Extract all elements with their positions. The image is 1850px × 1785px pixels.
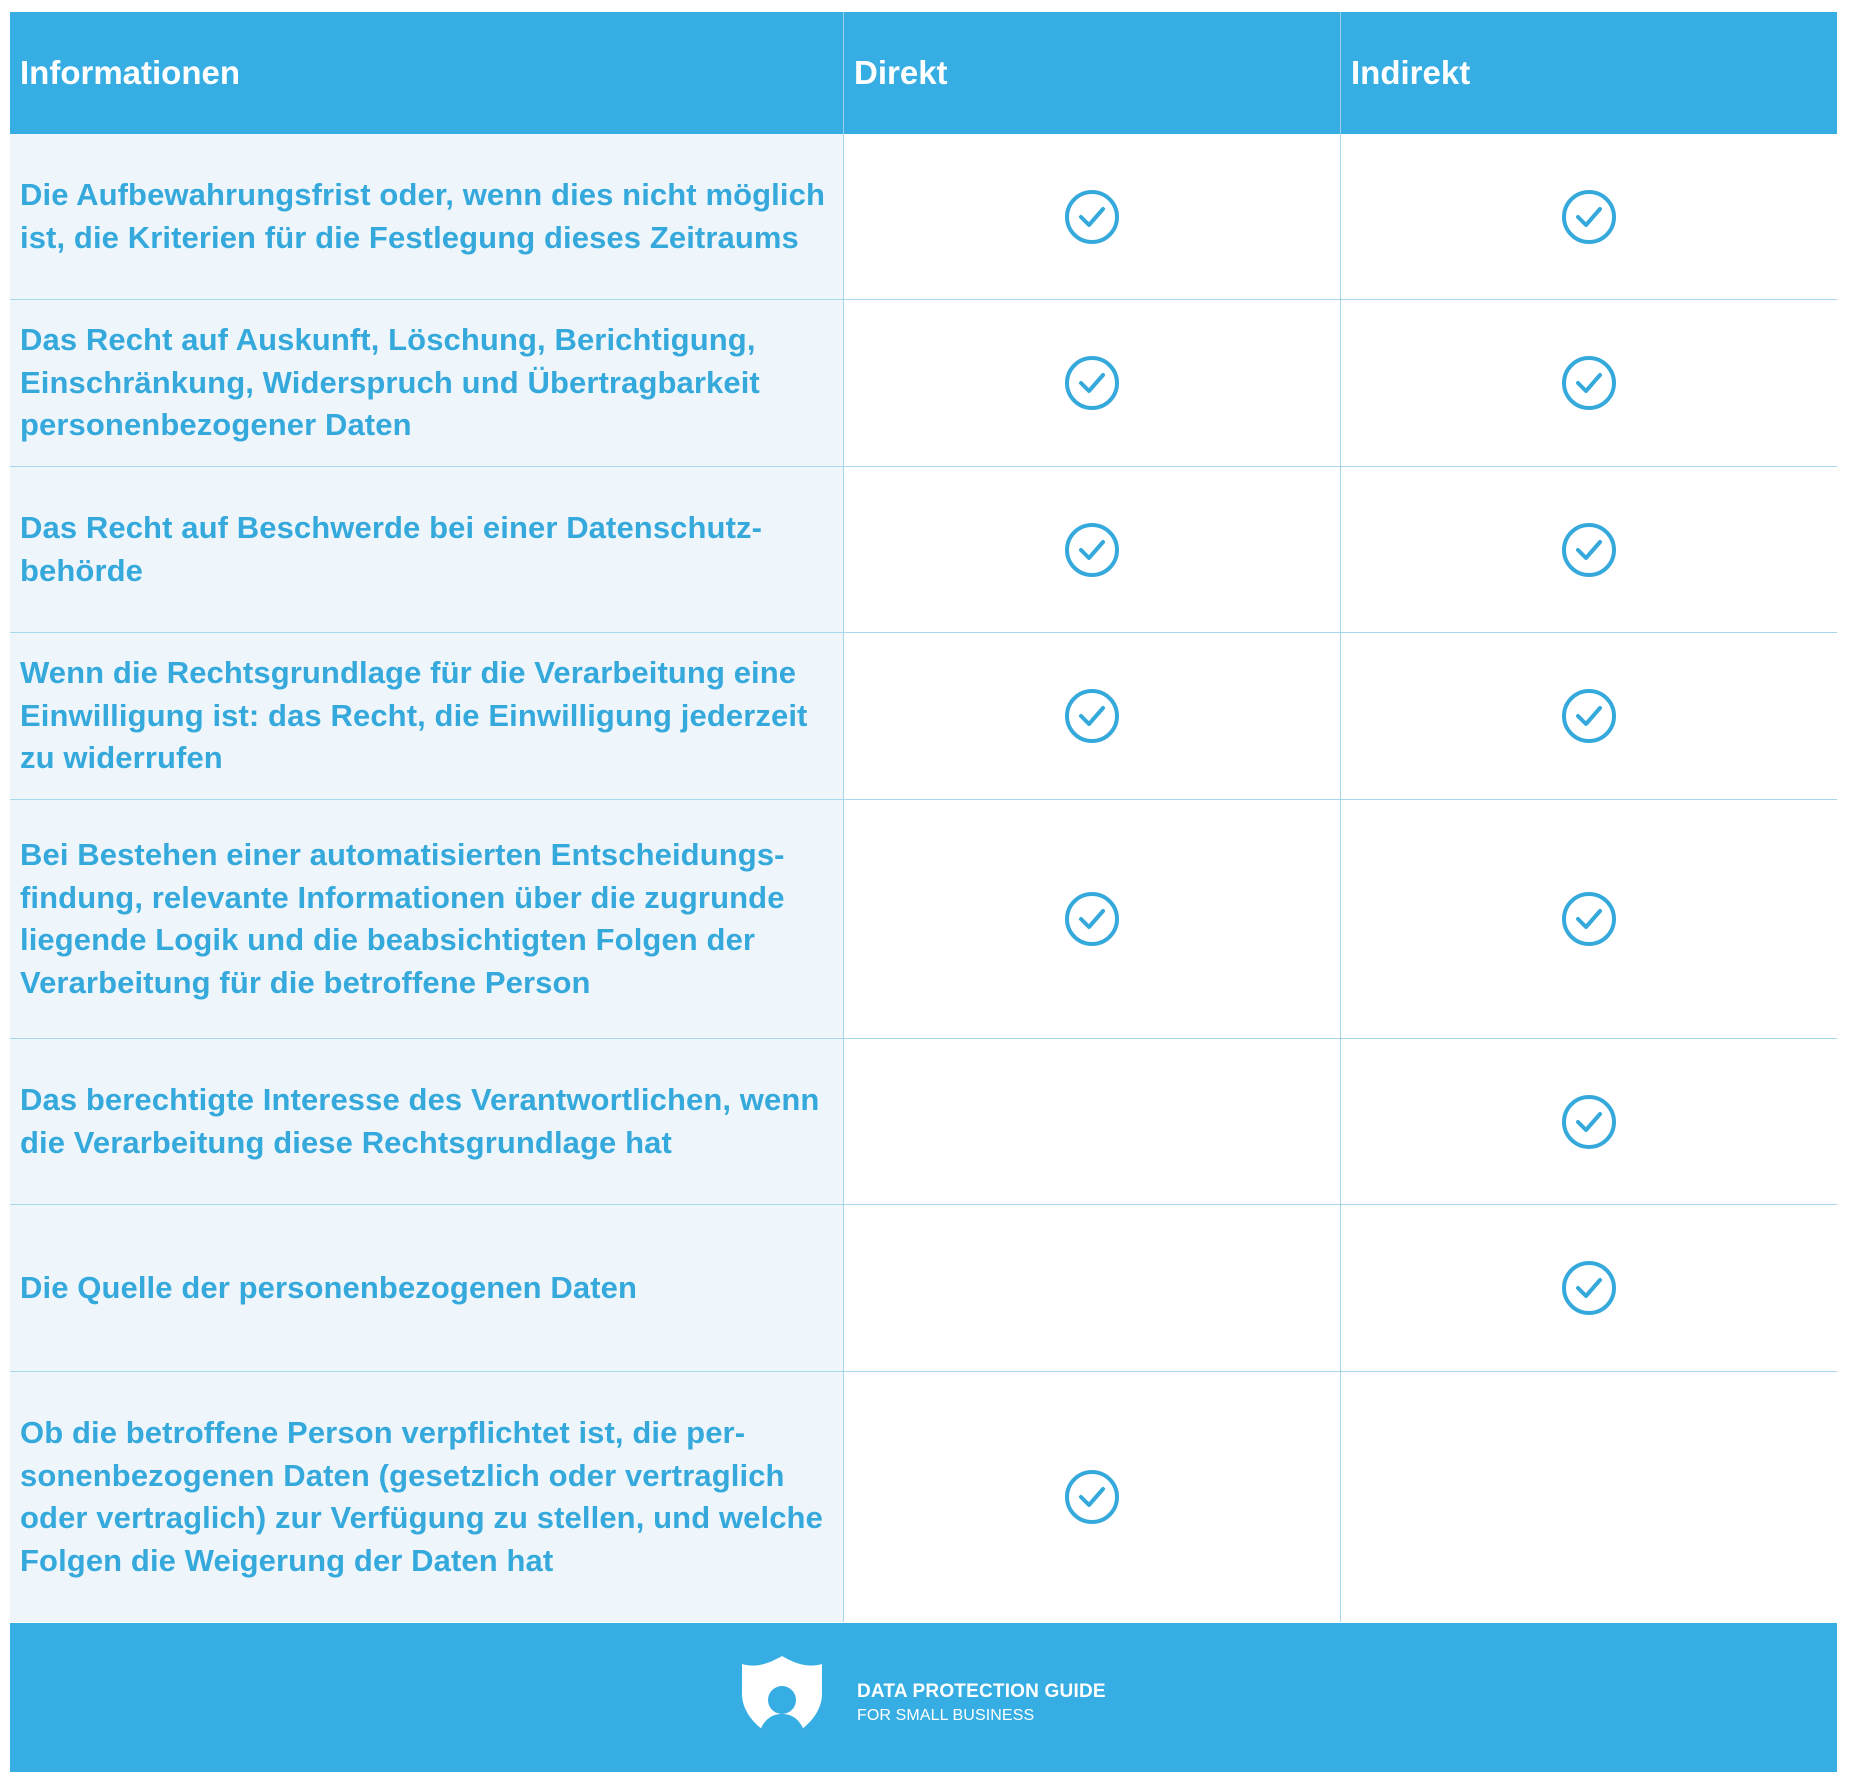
information-table [10, 12, 1837, 1622]
table-row-label: Das Recht auf Beschwerde bei einer Datenschutz-behörde [10, 467, 844, 633]
table-row-label: Das Recht auf Auskunft, Löschung, Berichtigung, Einschränkung, Widerspruch und Übertragbarkeit personenbezogener Daten [10, 300, 844, 467]
check-circle-icon [1064, 355, 1120, 411]
comparison-document [10, 12, 1837, 1772]
check-circle-icon [1561, 1094, 1617, 1150]
check-circle-icon [1064, 1469, 1120, 1525]
brand-text [857, 1680, 1106, 1728]
table-row-label: Ob die betroffene Person verpflichtet ist, die per-sonenbezogenen Daten (gesetzlich oder vertraglich oder vertraglich) zur Verfügung zu stellen, und welche Folgen die Weigerung der Daten hat [10, 1372, 844, 1622]
direkt-cell [844, 800, 1341, 1039]
indirekt-cell [1341, 633, 1837, 800]
footer-brand-bar [10, 1623, 1837, 1772]
direkt-cell [844, 1372, 1341, 1622]
direkt-cell [844, 134, 1341, 300]
indirekt-cell [1341, 800, 1837, 1039]
direkt-cell [844, 633, 1341, 800]
direkt-cell-empty [844, 1039, 1341, 1205]
check-circle-icon [1064, 189, 1120, 245]
indirekt-cell [1341, 467, 1837, 633]
brand-title: DATA PROTECTION GUIDE [857, 1681, 1106, 1702]
check-circle-icon [1064, 891, 1120, 947]
brand-subtitle: FOR SMALL BUSINESS [857, 1707, 1035, 1724]
indirekt-cell [1341, 1039, 1837, 1205]
check-circle-icon [1561, 355, 1617, 411]
table-row-label: Die Aufbewahrungsfrist oder, wenn dies nicht möglich ist, die Kriterien für die Festlegung dieses Zeitraums [10, 134, 844, 300]
shield-person-icon [734, 1652, 830, 1744]
column-header-informationen: Informationen [10, 12, 844, 134]
check-circle-icon [1561, 189, 1617, 245]
indirekt-cell-empty [1341, 1372, 1837, 1622]
table-row-label: Wenn die Rechtsgrundlage für die Verarbeitung eine Einwilligung ist: das Recht, die Einwilligung jederzeit zu widerrufen [10, 633, 844, 800]
direkt-cell [844, 300, 1341, 467]
table-row-label: Bei Bestehen einer automatisierten Entscheidungs-findung, relevante Informationen über die zugrunde liegende Logik und die beabsichtigten Folgen der Verarbeitung für die betroffene Person [10, 800, 844, 1039]
check-circle-icon [1561, 688, 1617, 744]
check-circle-icon [1064, 522, 1120, 578]
indirekt-cell [1341, 300, 1837, 467]
indirekt-cell [1341, 134, 1837, 300]
table-row-label: Das berechtigte Interesse des Verantwortlichen, wenn die Verarbeitung diese Rechtsgrundlage hat [10, 1039, 844, 1205]
direkt-cell [844, 467, 1341, 633]
check-circle-icon [1561, 891, 1617, 947]
indirekt-cell [1341, 1205, 1837, 1372]
column-header-indirekt: Indirekt [1341, 12, 1837, 134]
check-circle-icon [1561, 522, 1617, 578]
check-circle-icon [1561, 1260, 1617, 1316]
direkt-cell-empty [844, 1205, 1341, 1372]
check-circle-icon [1064, 688, 1120, 744]
column-header-direkt: Direkt [844, 12, 1341, 134]
table-row-label: Die Quelle der personenbezogenen Daten [10, 1205, 844, 1372]
